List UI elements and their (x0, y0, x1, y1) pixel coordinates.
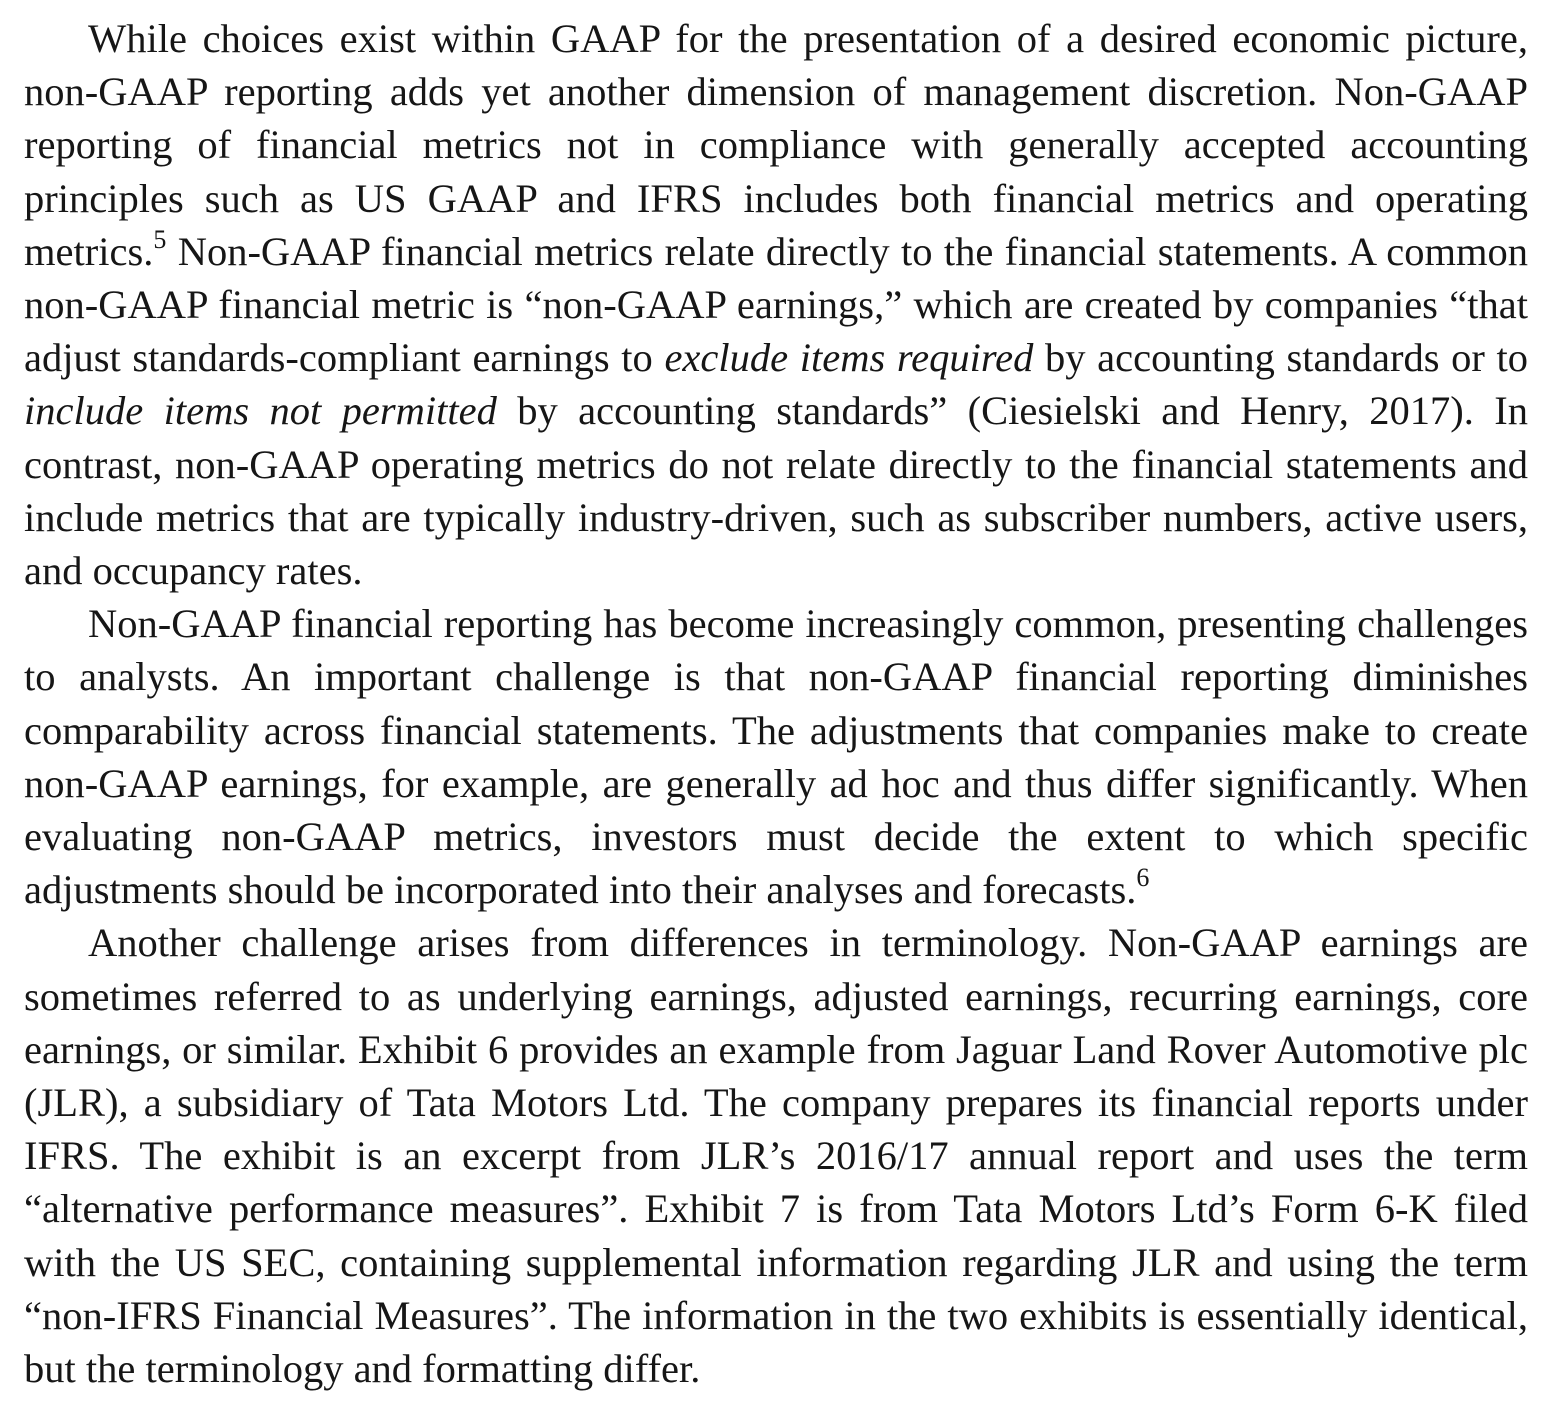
paragraph-3 (24, 916, 1528, 1395)
document-body (24, 12, 1528, 1395)
paragraph-1-text-c: by accounting standards or to (1033, 335, 1528, 381)
italic-phrase-include: include items not permitted (24, 388, 497, 434)
italic-phrase-exclude: exclude items required (664, 335, 1034, 381)
footnote-ref-6[interactable]: 6 (1136, 863, 1150, 893)
paragraph-2-text: Non-GAAP financial reporting has become increasingly common, presenting challenges to analysts. An important challenge is that non-GAAP financial reporting diminishes comparability across financial statements. The adjustments that companies make to create non-GAAP earnings, for example, are generally ad hoc and thus differ significantly. When evaluating non-GAAP metrics, investors must decide the extent to which specific adjustments should be incorporated into their analyses and forecasts. (24, 601, 1528, 913)
footnote-ref-5[interactable]: 5 (153, 224, 167, 254)
paragraph-2 (24, 597, 1528, 916)
paragraph-1-text-a: While choices exist within GAAP for the presentation of a desired economic picture, non-GAAP reporting adds yet another dimension of management discretion. Non-GAAP reporting of financial metrics not in compliance with generally accepted accounting principles such as US GAAP and IFRS includes both financial metrics and operating metrics. (24, 16, 1528, 274)
paragraph-1 (24, 12, 1528, 597)
paragraph-3-text: Another challenge arises from differences in terminology. Non-GAAP earnings are sometimes referred to as underlying earnings, adjusted earnings, recurring earnings, core earnings, or similar. Exhibit 6 provides an example from Jaguar Land Rover Automotive plc (JLR), a subsidiary of Tata Motors Ltd. The company prepares its financial reports under IFRS. The exhibit is an excerpt from JLR’s 2016/17 annual report and uses the term “alternative performance measures”. Exhibit 7 is from Tata Motors Ltd’s Form 6-K filed with the US SEC, containing supplemental information regarding JLR and using the term “non-IFRS Financial Measures”. The information in the two exhibits is essentially identical, but the terminology and formatting differ. (24, 920, 1528, 1392)
paragraph-1-text-b: Non-GAAP financial metrics relate directly to the financial statements. A common non-GAAP financial metric is “non-GAAP earnings,” which are created by companies “that adjust standards-compliant earnings to (24, 228, 1528, 381)
paragraph-1-text-d: by accounting standards” (Ciesielski and Henry, 2017). In contrast, non-GAAP operating metrics do not relate directly to the financial statements and include metrics that are typically industry-driven, such as subscriber numbers, active users, and occupancy rates. (24, 388, 1528, 594)
